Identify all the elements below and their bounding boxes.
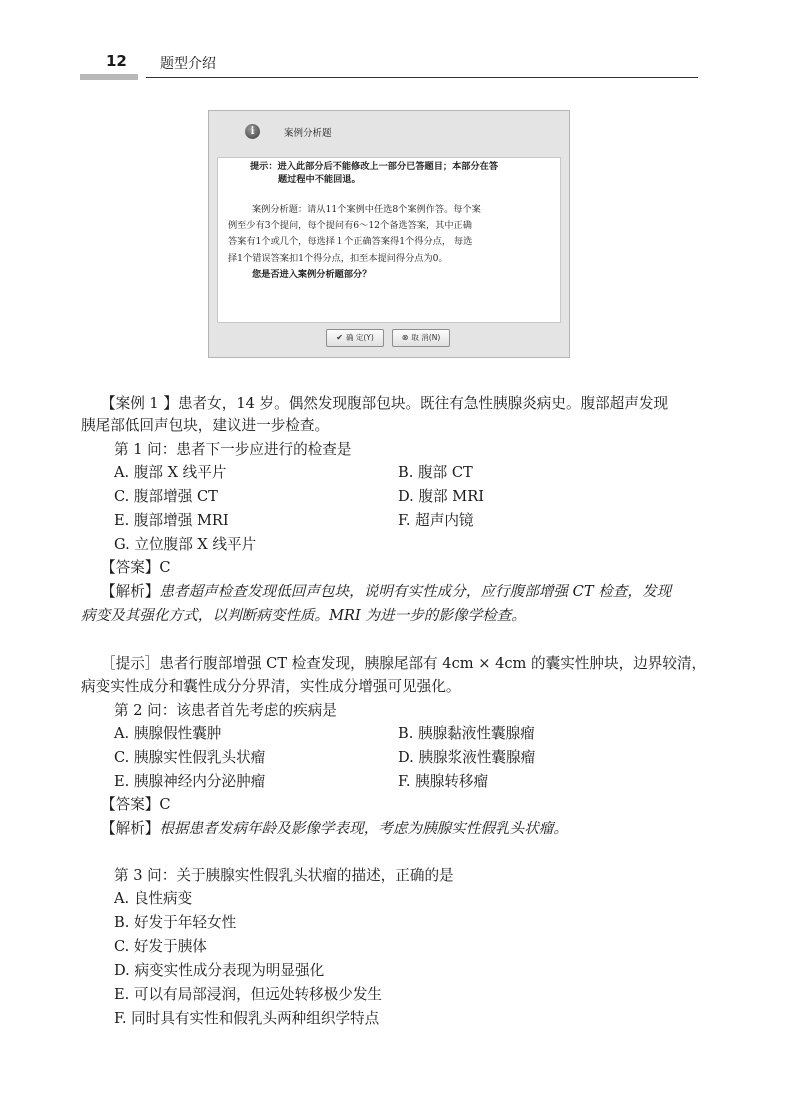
tip-line-1: 提示：进入此部分后不能修改上一部分已答题目；本部分在答	[250, 161, 499, 172]
q2-analysis-text-1: 根据患者发病年龄及影像学表现，考虑为胰腺实性假乳头状瘤。	[159, 820, 569, 837]
q3-option-a: A. 良性病变	[114, 890, 193, 907]
q1-option-c: C. 腹部增强 CT	[114, 488, 218, 505]
dialog-content-panel	[217, 157, 561, 323]
q2-option-a: A. 胰腺假性囊肿	[114, 725, 222, 742]
tip-line-2: 题过程中不能回退。	[278, 174, 361, 185]
body-line-4: 择1个错误答案扣1个得分点，扣至本提问得分点为0。	[228, 252, 448, 264]
dialog-tip	[250, 160, 556, 186]
q1-option-a: A. 腹部 X 线平片	[114, 464, 227, 481]
hint-line-2: 病变实性成分和囊性成分分界清，实性成分增强可见强化。	[81, 678, 461, 695]
body-line-1: 案例分析题：请从11个案例中任选8个案例作答。每个案	[252, 204, 481, 215]
dialog-title: 案例分析题	[284, 128, 332, 139]
cancel-button-label: 取 消(N)	[411, 333, 441, 342]
confirm-question: 您是否进入案例分析题部分？	[252, 268, 372, 280]
confirm-button[interactable]	[326, 329, 384, 347]
page-header	[80, 46, 698, 82]
q3-option-d: D. 病变实性成分表现为明显强化	[114, 962, 325, 979]
q3-option-f: F. 同时具有实性和假乳头两种组织学特点	[114, 1010, 380, 1027]
q2-option-e: E. 胰腺神经内分泌肿瘤	[114, 773, 266, 790]
cancel-icon: ⊗	[401, 333, 409, 342]
case-analysis-dialog	[208, 110, 570, 358]
dialog-body	[228, 202, 558, 283]
q2-analysis-label: 【解析】	[101, 820, 160, 837]
q1-analysis-label: 【解析】	[101, 583, 160, 600]
q3-stem: 第 3 问：关于胰腺实性假乳头状瘤的描述，正确的是	[114, 867, 454, 884]
q3-option-c: C. 好发于胰体	[114, 938, 207, 955]
q1-analysis-line-2: 病变及其强化方式，以判断病变性质。MRI 为进一步的影像学检查。	[81, 607, 526, 624]
q2-option-b: B. 胰腺黏液性囊腺瘤	[398, 725, 535, 742]
q2-answer: 【答案】C	[101, 796, 171, 813]
dialog-titlebar	[209, 111, 569, 155]
q2-option-f: F. 胰腺转移瘤	[398, 773, 489, 790]
q1-option-d: D. 腹部 MRI	[398, 488, 484, 505]
q1-option-g: G. 立位腹部 X 线平片	[114, 536, 257, 553]
q3-option-e: E. 可以有局部浸润，但远处转移极少发生	[114, 986, 383, 1003]
q3-option-b: B. 好发于年轻女性	[114, 914, 237, 931]
section-title: 题型介绍	[160, 56, 216, 72]
info-icon: i	[245, 124, 260, 139]
header-accent-bar	[80, 74, 138, 80]
cancel-button[interactable]	[392, 329, 450, 347]
q2-option-c: C. 胰腺实性假乳头状瘤	[114, 749, 266, 766]
q1-option-b: B. 腹部 CT	[398, 464, 473, 481]
q2-stem: 第 2 问：该患者首先考虑的疾病是	[114, 702, 337, 719]
q1-option-e: E. 腹部增强 MRI	[114, 512, 229, 529]
body-line-3: 答案有1个或几个，每选择１个正确答案得1个得分点， 每选	[228, 236, 473, 248]
q2-analysis-line-1	[101, 819, 568, 839]
dialog-buttons	[209, 329, 569, 351]
confirm-button-label: 确 定(Y)	[345, 333, 374, 342]
hint-line-1: ［提示］患者行腹部增强 CT 检查发现，胰腺尾部有 4cm × 4cm 的囊实性肿块，边界较清，	[101, 655, 707, 672]
q1-analysis-line-1	[101, 582, 671, 602]
page-number: 12	[106, 52, 127, 70]
header-rule	[146, 77, 698, 78]
case-intro-line-2: 胰尾部低回声包块，建议进一步检查。	[81, 417, 330, 434]
q2-option-d: D. 胰腺浆液性囊腺瘤	[398, 749, 536, 766]
q1-answer: 【答案】C	[101, 559, 171, 576]
check-icon: ✔	[336, 333, 343, 342]
body-line-2: 例至少有3个提问，每个提问有6～12个备选答案，其中正确	[228, 220, 472, 232]
q1-stem: 第 1 问：患者下一步应进行的检查是	[114, 441, 352, 458]
q1-analysis-text-1: 患者超声检查发现低回声包块，说明有实性成分，应行腹部增强 CT 检查，发现	[159, 583, 672, 600]
case-intro-line-1: 【案例 1 】患者女，14 岁。偶然发现腹部包块。既往有急性胰腺炎病史。腹部超声发现	[101, 395, 669, 412]
q1-option-f: F. 超声内镜	[398, 512, 474, 529]
